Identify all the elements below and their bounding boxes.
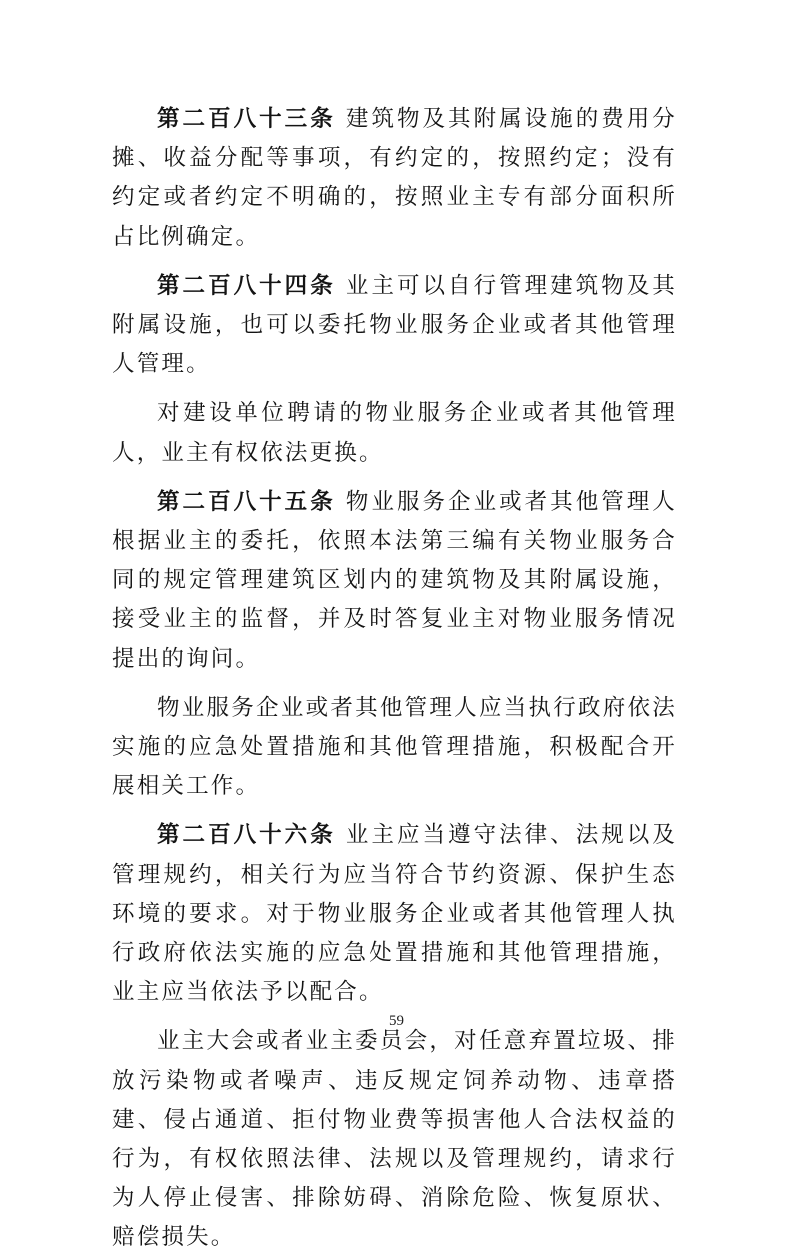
paragraph-art-285-clause-2 bbox=[112, 689, 677, 807]
paragraph-art-286-clause-2 bbox=[112, 1022, 677, 1257]
article-number: 第二百八十四条 bbox=[157, 272, 336, 299]
paragraph-text: 建筑物及其附属设施的费用分摊、收益分配等事项，有约定的，按照约定；没有约定或者约定不明确的，按照业主专有部分面积所占比例确定。 bbox=[112, 106, 677, 250]
paragraph-text: 业主大会或者业主委员会，对任意弃置垃圾、排放污染物或者噪声、违反规定饲养动物、违章搭建、侵占通道、拒付物业费等损害他人合法权益的行为，有权依照法律、法规以及管理规约，请求行为人停止侵害、排除妨碍、消除危险、恢复原状、赔偿损失。 bbox=[112, 1028, 677, 1251]
paragraph-art-283 bbox=[112, 100, 677, 257]
paragraph-text: 业主应当遵守法律、法规以及管理规约，相关行为应当符合节约资源、保护生态环境的要求。对于物业服务企业或者其他管理人执行政府依法实施的应急处置措施和其他管理措施，业主应当依法予以配合。 bbox=[112, 822, 677, 1006]
article-number: 第二百八十五条 bbox=[157, 488, 336, 515]
paragraph-text: 对建设单位聘请的物业服务企业或者其他管理人，业主有权依法更换。 bbox=[112, 400, 677, 466]
paragraph-text: 物业服务企业或者其他管理人应当执行政府依法实施的应急处置措施和其他管理措施，积极配合开展相关工作。 bbox=[112, 694, 677, 800]
paragraph-art-286 bbox=[112, 816, 677, 1012]
article-number: 第二百八十三条 bbox=[157, 106, 336, 132]
paragraph-text: 业主可以自行管理建筑物及其附属设施，也可以委托物业服务企业或者其他管理人管理。 bbox=[112, 272, 677, 378]
paragraph-art-285 bbox=[112, 483, 677, 679]
page-number: 59 bbox=[389, 1013, 404, 1029]
article-number: 第二百八十六条 bbox=[157, 822, 336, 849]
paragraph-art-284-clause-2 bbox=[112, 394, 677, 472]
document-body bbox=[112, 100, 677, 1258]
paragraph-text: 物业服务企业或者其他管理人根据业主的委托，依照本法第三编有关物业服务合同的规定管理建筑区划内的建筑物及其附属设施，接受业主的监督，并及时答复业主对物业服务情况提出的询问。 bbox=[112, 488, 677, 672]
paragraph-art-284 bbox=[112, 267, 677, 385]
